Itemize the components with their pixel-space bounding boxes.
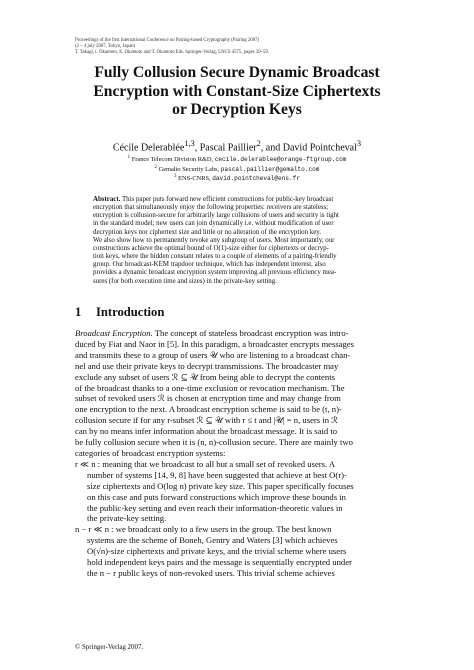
abstract-line: We also show how to permanently revoke any subgroup of users. Most importantly, our (93, 236, 335, 244)
intro-body (75, 328, 405, 579)
body-line: hold independent keys pairs and the message is sequentially encrypted under (87, 557, 352, 568)
body-line: duced by Fiat and Naor in [5]. In this paradigm, a broadcaster encrypts messages (75, 338, 355, 349)
affiliation (60, 154, 414, 164)
affiliation-email: david.pointcheval@ens.fr (212, 175, 300, 183)
body-line: collusion secure if for any r-subset ℛ ⊆ 𝒰 with r ≤ t and |𝒰| = n, users in ℛ (75, 415, 339, 426)
proceedings-header (75, 38, 405, 56)
author-name: Pascal Paillier (199, 142, 257, 154)
abstract-line: encryption that simultaneously enjoy the following properties: receivers are stateless; (93, 204, 329, 212)
abstract-line: encryption is collusion-secure for arbitrarily large collusions of users and security is tight (93, 212, 339, 220)
body-text: we broadcast only to a few users in the group. The best known (113, 524, 332, 535)
body-line: the private-key setting. (87, 513, 167, 524)
author-name: Cécile Delerablée (112, 142, 185, 154)
body-line: on this case and puts forward constructions which improve these bounds in (87, 491, 346, 502)
header-line: (2 – 4 july 2007, Tokyo, Japan) (75, 44, 136, 49)
author-list (60, 138, 414, 154)
title-line: Encryption with Constant-Size Ciphertexts (93, 82, 381, 100)
affiliation-number: 3 (174, 174, 177, 180)
header-line: T. Takagi, t. Okamoto, E. Okamoto and T. Okamoto Eds. Springer-Verlag, LNCS 4575, pages 39–59. (75, 50, 269, 55)
abstract-label: Abstract. (93, 196, 121, 203)
list-item-first-line (75, 459, 405, 470)
body-line: and transmits these to a group of users 𝒰 who are listening to a broadcast chan- (75, 349, 351, 360)
body-line: nel and use their private keys to decrypt transmissions. The broadcaster may (75, 360, 339, 371)
list-item-label: n − r ≪ n : (75, 524, 114, 535)
paper-title (60, 64, 414, 120)
body-line: one encryption to the next. A broadcast encryption scheme is said to be (t, n)- (75, 404, 342, 415)
affiliation-name: France Telecom Division R&D, (131, 156, 215, 164)
author-affil-sup: 3 (356, 139, 362, 148)
body-line: categories of broadcast encryption systems: (75, 447, 226, 458)
affiliation-email: pascal.paillier@gemalto.com (220, 165, 320, 173)
body-line (75, 328, 405, 339)
section-title: Introduction (96, 305, 165, 319)
affiliation (60, 173, 414, 183)
list-item-first-line (75, 524, 405, 535)
title-line: Fully Collusion Secure Dynamic Broadcast (94, 64, 380, 81)
affiliation-email: cecile.delerablee@orange-ftgroup.com (214, 156, 347, 164)
affiliation-name: ENS-CNRS, (178, 175, 213, 183)
body-line: systems are the scheme of Boneh, Gentry and Waters [3] which achieves (87, 535, 338, 546)
author-affil-sup: 2 (256, 139, 261, 148)
body-line: the public-key setting and even reach their information-theoretic values in (87, 502, 343, 513)
author-affil-sup: 1,3 (184, 139, 195, 148)
author-separator: , (194, 142, 200, 154)
body-text: meaning that we broadcast to all but a small set of revoked users. A (100, 458, 336, 469)
abstract-line: group. Our broadcast-KEM trapdoor technique, which has independent interest, also (93, 261, 326, 269)
body-line: of the broadcast thanks to a one-time exclusion or revocation mechanism. The (75, 382, 345, 393)
affiliation-list (60, 154, 414, 183)
body-line: the n − r public keys of non-revoked users. This trivial scheme achieves (87, 567, 335, 578)
abstract (93, 196, 381, 286)
abstract-line: sures (for both execution time and sizes) in the private-key setting. (93, 277, 277, 285)
author-separator: , and (260, 142, 283, 154)
affiliation-number: 2 (154, 164, 157, 170)
author-name: David Pointcheval (282, 142, 357, 154)
abstract-line: decryption keys nor ciphertext size and little or no alteration of the encryption key. (93, 228, 322, 236)
paragraph-lead: Broadcast Encryption. (75, 328, 153, 338)
body-line: subset of revoked users ℛ is chosen at encryption time and may change from (75, 393, 341, 404)
title-line: or Decryption Keys (172, 101, 302, 118)
body-line: exclude any subset of users ℛ ⊆ 𝒰 from being able to decrypt the contents (75, 371, 335, 382)
body-line: be fully collusion secure when it is (n, n)-collusion secure. There are mainly two (75, 437, 353, 448)
abstract-line: in the standard model; new users can join dynamically i.e. without modification of user (93, 220, 334, 228)
body-text: The concept of stateless broadcast encryption was intro- (152, 328, 349, 338)
body-line: size ciphertexts and O(log n) private key size. This paper specifically focuses (87, 480, 354, 491)
body-line: can by no means infer information about the broadcast message. It is said to (75, 426, 338, 437)
abstract-line: tion keys, where the hidden constant relates to a couple of elements of a pairing-friendly (93, 253, 337, 261)
body-line: number of systems [14, 9, 8] have been suggested that achieve at best O(r)- (87, 469, 347, 480)
body-line: O(√n)-size ciphertexts and private keys, and the trivial scheme where users (87, 546, 347, 557)
header-line: Proceedings of the first International Conference on Pairing-based Cryptography (Pairing 2007) (75, 38, 260, 43)
copyright-footer: © Springer-Verlag 2007. (75, 644, 144, 651)
affiliation-number: 1 (127, 155, 131, 160)
affiliation-name: Gemalto Security Labs, (158, 165, 221, 173)
abstract-text: This paper puts forward new efficient constructions for public-key broadcast (120, 196, 334, 203)
affiliation (60, 164, 414, 174)
section-number: 1 (75, 305, 82, 319)
section-heading (75, 305, 405, 319)
abstract-line (93, 196, 381, 204)
abstract-line: constructions achieve the optimal bound of O(1)-size either for ciphertexts or decryp- (93, 244, 329, 252)
abstract-line: provides a dynamic broadcast encryption system improving all previous efficiency mea- (93, 269, 337, 277)
list-item-label: r ≪ n : (75, 458, 101, 469)
